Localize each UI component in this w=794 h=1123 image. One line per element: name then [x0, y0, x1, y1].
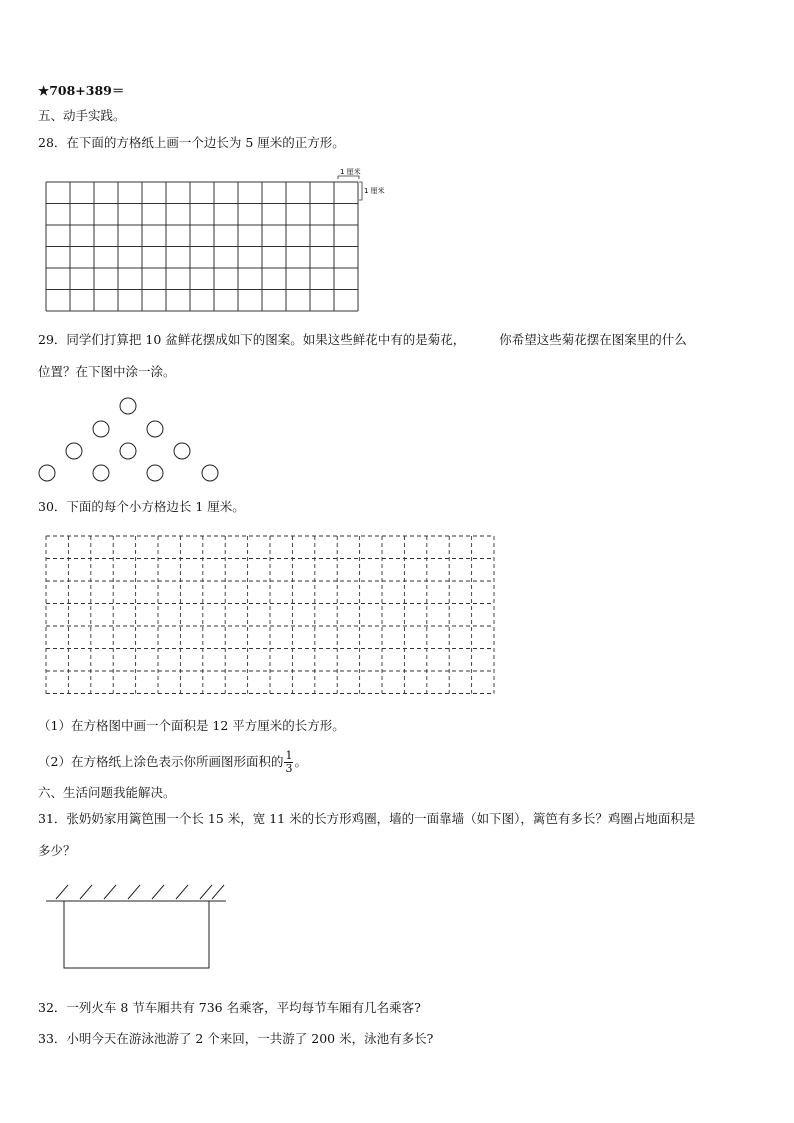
fraction-denominator: 3: [285, 762, 293, 775]
question-29-text-a: 29．同学们打算把 10 盆鲜花摆成如下的图案。如果这些鲜花中有的是菊花，: [38, 332, 466, 347]
unit-label-top: 1 厘米: [340, 168, 361, 176]
unit-label-side: 1 厘米: [364, 187, 385, 195]
calc-problem: ★708+389＝: [38, 83, 125, 98]
question-29-line2: 位置？在下图中涂一涂。: [38, 364, 176, 379]
question-31-line2: 多少？: [38, 843, 76, 858]
question-32: 32．一列火车 8 节车厢共有 736 名乘客，平均每节车厢有几名乘客?: [38, 1000, 421, 1015]
section-six-heading: 六、生活问题我能解决。: [38, 785, 176, 800]
question-30-sub1: （1）在方格图中画一个面积是 12 平方厘米的长方形。: [38, 718, 345, 733]
fraction-numerator: 1: [285, 749, 293, 762]
question-28: 28．在下面的方格纸上画一个边长为 5 厘米的正方形。: [38, 135, 345, 150]
question-29-text-b: 你希望这些菊花摆在图案里的什么: [499, 332, 687, 347]
question-31-line1: 31．张奶奶家用篱笆围一个长 15 米，宽 11 米的长方形鸡圈，墙的一面靠墙（如下图），篱笆有多长？鸡圈占地面积是: [38, 811, 696, 826]
question-30-sub2-text: （2）在方格纸上涂色表示你所画图形面积的: [38, 754, 284, 769]
section-five-heading: 五、动手实践。: [38, 108, 126, 123]
question-30-sub2-end: 。: [294, 754, 307, 769]
coop-rectangle: [64, 901, 209, 968]
question-30: 30．下面的每个小方格边长 1 厘米。: [38, 499, 245, 514]
question-33: 33．小明今天在游泳池游了 2 个来回，一共游了 200 米，泳池有多长?: [38, 1031, 434, 1046]
wall-hatching: [56, 885, 224, 899]
